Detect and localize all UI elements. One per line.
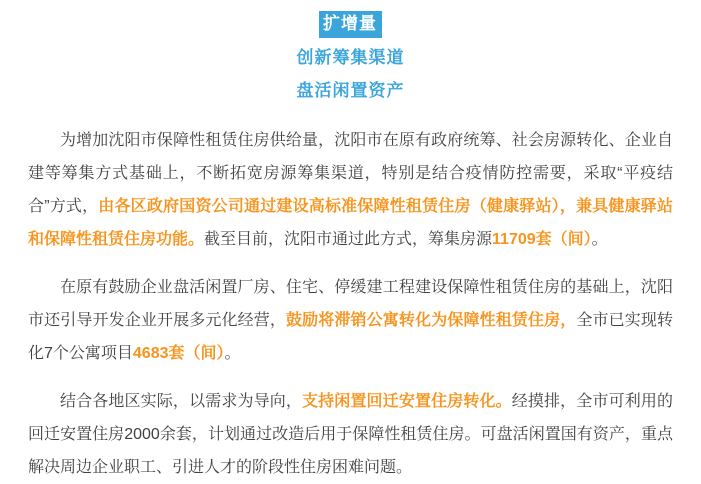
body-text: 经摸排，全市可利用的回迁安置住房2000余套，计划通过改造后用于保障性租赁住房。可盘活闲置国有资产，重点解决周边企业职工、引进人才的阶段性住房困难问题。 (28, 393, 673, 476)
body-text: 。 (224, 345, 241, 362)
subtitle-line-1: 创新筹集渠道 (296, 48, 405, 67)
article-body (28, 107, 673, 484)
highlighted-text: 11709套（间） (492, 231, 592, 248)
body-text: 在原有鼓励企业盘活闲置厂房、住宅、停缓建工程建设保障性租赁住房的基础上，沈阳市还引导开发企业开展多元化经营， (28, 279, 673, 329)
paragraph-2 (28, 271, 673, 370)
highlighted-text: 鼓励将滞销公寓转化为保障性租赁住房， (286, 312, 577, 329)
article-header (0, 0, 701, 107)
highlighted-text: 由各区政府国资公司通过建设高标准保障性租赁住房（健康驿站），兼具健康驿站和保障性租赁住房功能。 (28, 198, 673, 248)
highlighted-text: 4683套（间） (132, 345, 225, 362)
highlighted-text: 支持闲置回迁安置住房转化。 (302, 393, 512, 410)
body-text: 全市已实现转化7个公寓项目 (28, 312, 673, 362)
body-text: 为增加沈阳市保障性租赁住房供给量，沈阳市在原有政府统筹、社会房源转化、企业自建等筹集方式基础上，不断拓宽房源筹集渠道，特别是结合疫情防控需要，采取“平疫结合”方式， (28, 132, 673, 215)
body-text: 。 (591, 231, 608, 248)
body-text: 截至目前，沈阳市通过此方式，筹集房源 (204, 231, 493, 248)
badge-row (0, 8, 701, 41)
paragraph-1 (28, 124, 673, 256)
paragraph-3 (28, 385, 673, 484)
section-title-badge: 扩增量 (319, 11, 382, 38)
body-text: 结合各地区实际，以需求为导向， (60, 393, 303, 410)
subtitle-line-2: 盘活闲置资产 (296, 81, 405, 100)
